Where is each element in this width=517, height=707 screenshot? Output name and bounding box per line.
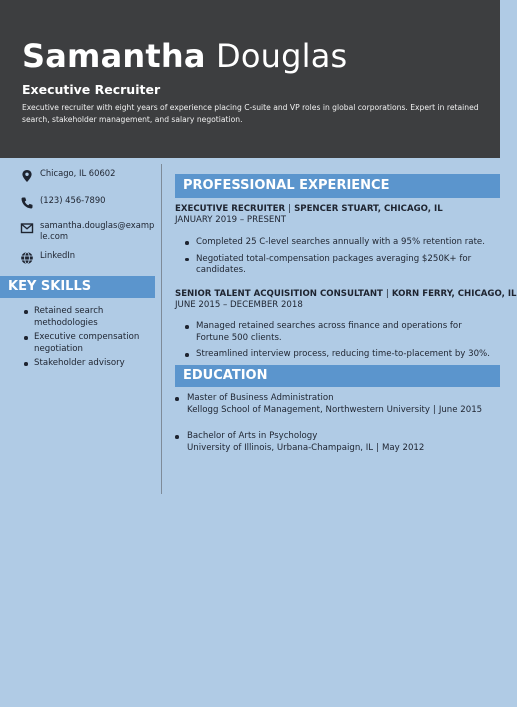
- list-item: Completed 25 C-level searches annually with a 95% retention rate.: [185, 237, 490, 249]
- list-item: Retained search methodologies: [24, 306, 152, 329]
- school: Kellogg School of Management, Northwestern University: [187, 404, 430, 415]
- email-link[interactable]: samantha.douglas@example.com: [40, 220, 155, 241]
- list-item: Stakeholder advisory: [24, 358, 152, 370]
- job-bullets: [185, 321, 490, 366]
- graduation-date: May 2012: [381, 442, 425, 453]
- job-role: Executive Recruiter: [22, 82, 161, 97]
- job-title: SENIOR TALENT ACQUISITION CONSULTANT: [175, 289, 383, 299]
- globe-icon: [20, 251, 34, 265]
- list-item: Negotiated total-compensation packages averaging $250K+ for candidates.: [185, 254, 490, 277]
- contact-email[interactable]: [20, 220, 155, 242]
- location-pin-icon: [20, 169, 34, 183]
- phone-icon: [20, 196, 34, 210]
- job-bullets: [185, 237, 490, 282]
- list-item: Executive compensation negotiation: [24, 332, 152, 355]
- list-item: Master of Business Administration Kellogg School of Management, Northwestern University | June 2015: [175, 393, 485, 416]
- education-heading: EDUCATION: [175, 365, 500, 387]
- job-title: EXECUTIVE RECRUITER: [175, 204, 286, 214]
- candidate-name: [22, 36, 347, 76]
- school: University of Illinois, Urbana-Champaign, IL: [187, 442, 374, 453]
- education-list: [175, 393, 485, 416]
- list-item: Bachelor of Arts in Psychology University of Illinois, Urbana-Champaign, IL | May 2012: [175, 431, 485, 454]
- job-dates: JUNE 2015 – DECEMBER 2018: [175, 300, 303, 310]
- job-heading: EXECUTIVE RECRUITER | SPENCER STUART, CHICAGO, IL: [175, 204, 443, 214]
- phone-text: (123) 456-7890: [40, 195, 106, 205]
- contact-linkedin[interactable]: [20, 250, 155, 265]
- education-list: [175, 431, 485, 454]
- column-divider: [161, 164, 162, 494]
- first-name: Samantha: [22, 37, 206, 75]
- job-heading: SENIOR TALENT ACQUISITION CONSULTANT | KORN FERRY, CHICAGO, IL: [175, 289, 517, 299]
- experience-heading: PROFESSIONAL EXPERIENCE: [175, 174, 500, 198]
- company: KORN FERRY, CHICAGO, IL: [391, 289, 517, 299]
- last-name: Douglas: [216, 37, 348, 75]
- location-text: Chicago, IL 60602: [40, 168, 116, 178]
- key-skills-heading: KEY SKILLS: [0, 276, 155, 298]
- list-item: Streamlined interview process, reducing time-to-placement by 30%.: [185, 349, 490, 361]
- skills-list: [24, 306, 152, 373]
- graduation-date: June 2015: [438, 404, 483, 415]
- company: SPENCER STUART, CHICAGO, IL: [294, 204, 443, 214]
- contact-phone: [20, 195, 155, 210]
- job-dates: JANUARY 2019 – PRESENT: [175, 215, 287, 225]
- resume-header: [0, 0, 500, 158]
- linkedin-link[interactable]: LinkedIn: [40, 250, 76, 260]
- profile-summary: Executive recruiter with eight years of experience placing C-suite and VP roles in global corporations. Expert in retained search, stakeholder management, and salary negotiation.: [22, 103, 479, 124]
- list-item: Managed retained searches across finance and operations for Fortune 500 clients.: [185, 321, 490, 344]
- degree: Master of Business Administration: [187, 393, 334, 403]
- contact-location: [20, 168, 155, 183]
- envelope-icon: [20, 221, 34, 235]
- degree: Bachelor of Arts in Psychology: [187, 431, 318, 441]
